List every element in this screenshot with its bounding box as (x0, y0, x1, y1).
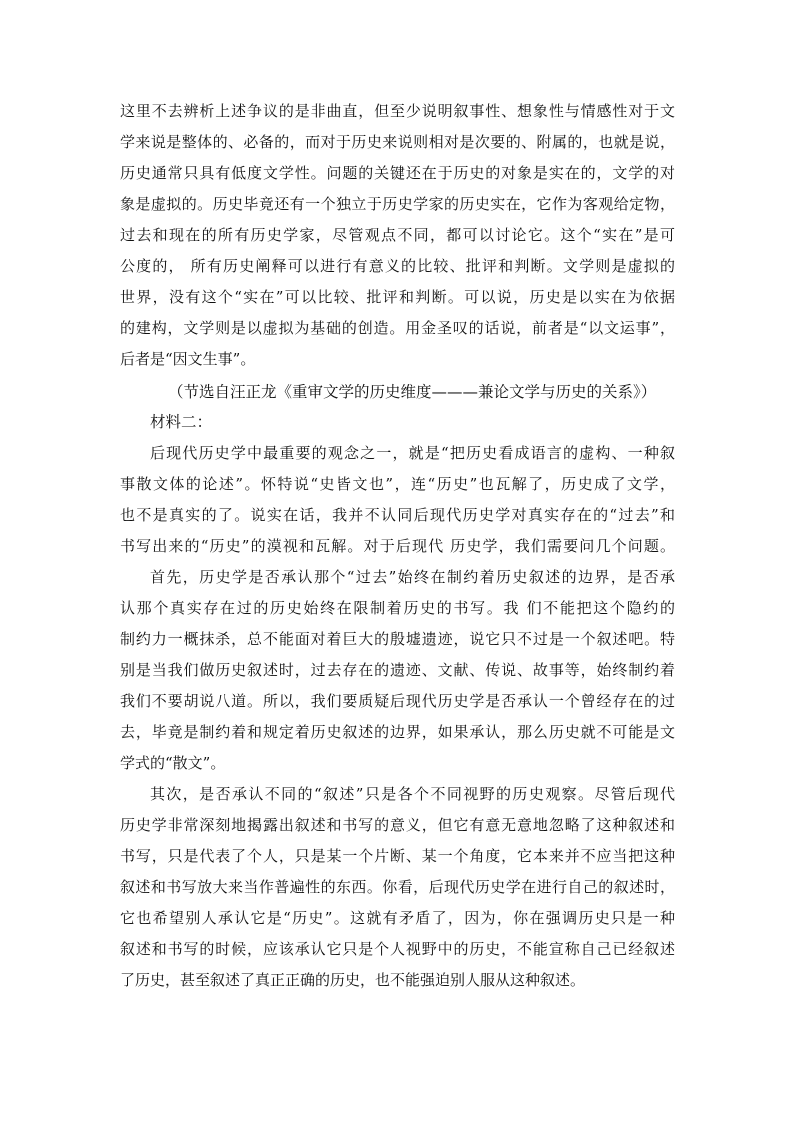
text-line: 去，毕竟是制约着和规定着历史叙述的边界，如果承认，那么历史就不可能是文 (120, 723, 675, 741)
text-line: 学来说是整体的、必备的，而对于历史来说则相对是次要的、附属的，也就是说， (120, 133, 675, 151)
text-line: 历史学非常深刻地揭露出叙述和书写的意义，但它有意无意地忽略了这种叙述和 (120, 816, 675, 834)
text-line: 的建构，文学则是以虚拟为基础的创造。用金圣叹的话说，前者是“以文运事”， (120, 319, 675, 337)
section-label: 材料二： (150, 413, 213, 431)
text-line: 也不是真实的了。说实在话，我并不认同后现代历史学对真实存在的“过去”和 (120, 506, 675, 524)
text-line: 其次，是否承认不同的“叙述”只是各个不同视野的历史观察。尽管后现代 (150, 785, 675, 803)
text-line: 认那个真实存在过的历史始终在限制着历史的书写。我 们不能把这个隐约的 (120, 599, 675, 617)
text-line: 我们不要胡说八道。所以，我们要质疑后现代历史学是否承认一个曾经存在的过 (120, 692, 675, 710)
text-line: 学式的“散文”。 (120, 754, 226, 772)
text-line: 这里不去辨析上述争议的是非曲直，但至少说明叙事性、想象性与情感性对于文 (120, 102, 675, 120)
text-line: 后者是“因文生事”。 (120, 350, 256, 368)
text-line: 事散文体的论述”。怀特说“史皆文也”，连“历史”也瓦解了，历史成了文学， (120, 475, 675, 493)
text-line: 制约力一概抹杀，总不能面对着巨大的殷墟遗迹，说它只不过是一个叙述吧。特 (120, 630, 675, 648)
text-line: 公度的， 所有历史阐释可以进行有意义的比较、批评和判断。文学则是虚拟的 (120, 257, 675, 275)
text-line: 叙述和书写的时候，应该承认它只是个人视野中的历史，不能宣称自己已经叙述 (120, 940, 675, 958)
text-line: 象是虚拟的。历史毕竟还有一个独立于历史学家的历史实在，它作为客观给定物， (120, 195, 675, 213)
text-line: 首先，历史学是否承认那个“过去”始终在制约着历史叙述的边界，是否承 (150, 568, 675, 586)
text-line: 后现代历史学中最重要的观念之一，就是“把历史看成语言的虚构、一种叙 (150, 444, 675, 462)
text-line: 世界，没有这个“实在”可以比较、批评和判断。可以说，历史是以实在为依据 (120, 288, 675, 306)
text-line: 别是当我们做历史叙述时，过去存在的遗迹、文献、传说、故事等，始终制约着 (120, 661, 675, 679)
text-line: 书写出来的“历史”的漠视和瓦解。对于后现代 历史学，我们需要问几个问题。 (120, 537, 675, 555)
text-line: 历史通常只具有低度文学性。问题的关键还在于历史的对象是实在的，文学的对 (120, 164, 675, 182)
source-citation: （节选自汪正龙《重审文学的历史维度———兼论文学与历史的关系》） (168, 383, 657, 401)
text-line: 书写，只是代表了个人，只是某一个片断、某一个角度，它本来并不应当把这种 (120, 847, 675, 865)
text-line: 它也希望别人承认它是“历史”。这就有矛盾了，因为，你在强调历史只是一种 (120, 909, 675, 927)
text-line: 过去和现在的所有历史学家，尽管观点不同，都可以讨论它。这个“实在”是可 (120, 226, 675, 244)
text-line: 了历史，甚至叙述了真正正确的历史，也不能强迫别人服从这种叙述。 (120, 971, 586, 989)
text-line: 叙述和书写放大来当作普遍性的东西。你看，后现代历史学在进行自己的叙述时， (120, 878, 675, 896)
